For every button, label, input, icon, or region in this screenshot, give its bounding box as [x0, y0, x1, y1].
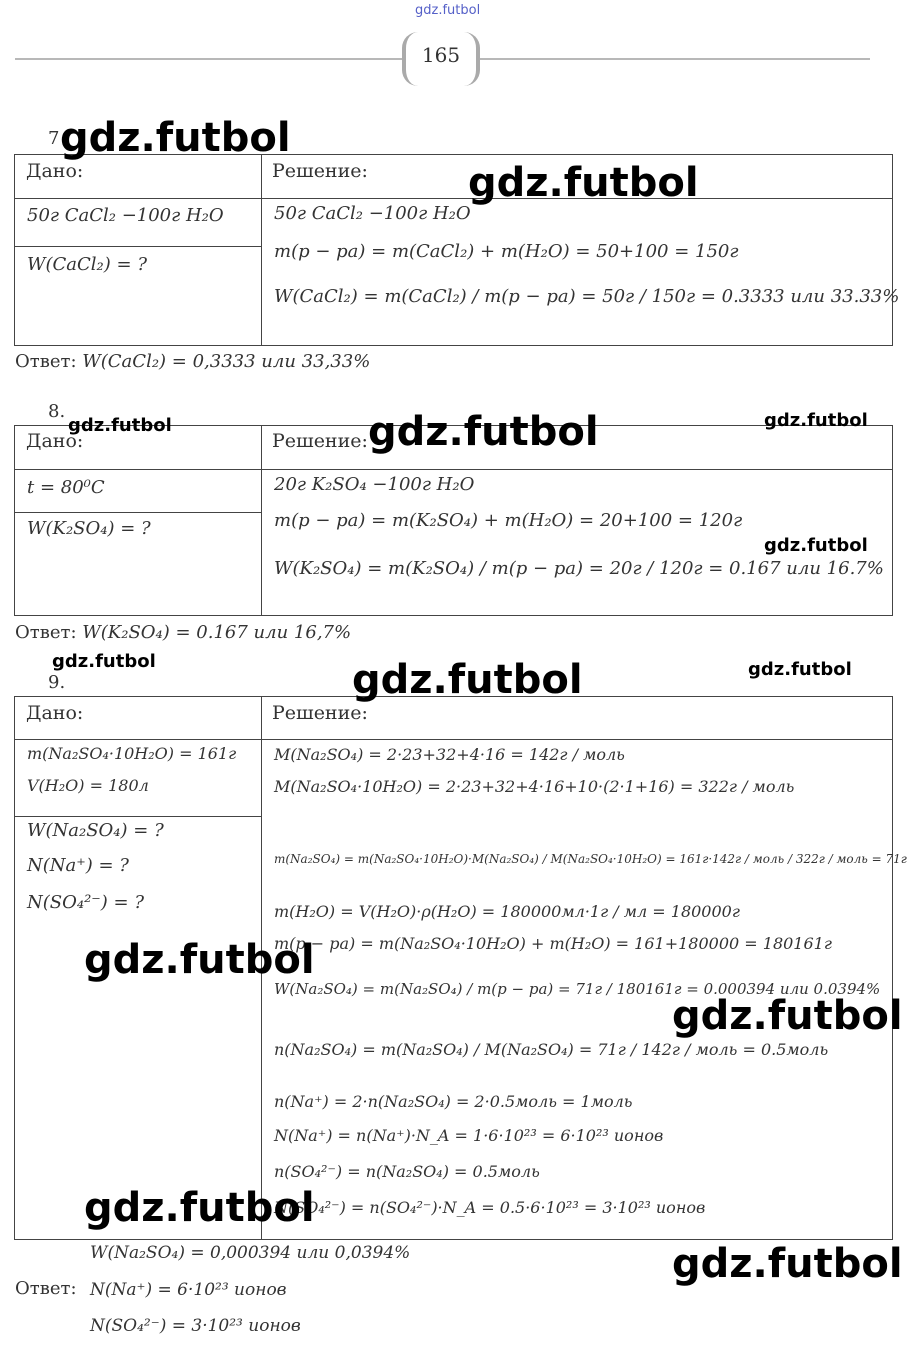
solution-line: N(Na⁺) = n(Na⁺)·N_A = 1·6·10²³ = 6·10²³ ионов: [274, 1126, 664, 1145]
given-header: Дано:: [26, 702, 84, 724]
solution-line: m(p − pa) = m(CaCl₂) + m(H₂O) = 50+100 = 150г: [274, 241, 739, 262]
given-line: t = 80⁰C: [27, 477, 105, 498]
answer-value: W(Na₂SO₄) = 0,000394 или 0,0394%: [90, 1243, 411, 1263]
watermark: gdz.futbol: [764, 535, 868, 556]
watermark: gdz.futbol: [672, 1241, 903, 1287]
given-line: W(K₂SO₄) = ?: [27, 518, 151, 539]
solution-line: M(Na₂SO₄·10H₂O) = 2·23+32+4·16+10·(2·1+16) = 322г / моль: [274, 777, 795, 796]
watermark: gdz.futbol: [84, 937, 315, 983]
given-line: 50г CaCl₂ −100г H₂O: [27, 205, 224, 226]
watermark: gdz.futbol: [368, 409, 599, 455]
answer-value: W(CaCl₂) = 0,3333 или 33,33%: [82, 351, 371, 372]
solution-line: 50г CaCl₂ −100г H₂O: [274, 203, 471, 224]
solution-line: W(CaCl₂) = m(CaCl₂) / m(p − pa) = 50г / 150г = 0.3333 или 33.33%: [274, 286, 900, 307]
watermark: gdz.futbol: [352, 657, 583, 703]
problem-8-number: 8.: [48, 401, 66, 422]
solution-header: Решение:: [272, 702, 368, 724]
solution-header: Решение:: [272, 430, 368, 452]
solution-line: W(Na₂SO₄) = m(Na₂SO₄) / m(p − pa) = 71г / 180161г = 0.000394 или 0.0394%: [274, 980, 881, 998]
given-line: N(Na⁺) = ?: [27, 855, 129, 876]
solution-line: m(p − pa) = m(Na₂SO₄·10H₂O) + m(H₂O) = 161+180000 = 180161г: [274, 934, 832, 953]
watermark: gdz.futbol: [68, 415, 172, 436]
solution-line: 20г K₂SO₄ −100г H₂O: [274, 474, 475, 495]
solution-line: n(Na⁺) = 2·n(Na₂SO₄) = 2·0.5моль = 1моль: [274, 1092, 633, 1111]
solution-line: m(H₂O) = V(H₂O)·ρ(H₂O) = 180000мл·1г / мл = 180000г: [274, 902, 740, 921]
problem-7-number: 7: [48, 128, 60, 149]
given-line: V(H₂O) = 180л: [27, 776, 149, 795]
given-line: W(Na₂SO₄) = ?: [27, 820, 164, 841]
solution-line: M(Na₂SO₄) = 2·23+32+4·16 = 142г / моль: [274, 745, 625, 764]
watermark: gdz.futbol: [468, 160, 699, 206]
given-line: m(Na₂SO₄·10H₂O) = 161г: [27, 744, 237, 763]
answer-label: Ответ:: [15, 622, 77, 643]
watermark: gdz.futbol: [672, 993, 903, 1039]
solution-line: N(SO₄²⁻) = n(SO₄²⁻)·N_A = 0.5·6·10²³ = 3·10²³ ионов: [274, 1198, 706, 1217]
solution-header: Решение:: [272, 160, 368, 182]
solution-line: n(Na₂SO₄) = m(Na₂SO₄) / M(Na₂SO₄) = 71г / 142г / моль = 0.5моль: [274, 1040, 829, 1059]
given-header: Дано:: [26, 160, 84, 182]
solution-line: n(SO₄²⁻) = n(Na₂SO₄) = 0.5моль: [274, 1162, 540, 1181]
given-header: Дано:: [26, 430, 84, 452]
watermark: gdz.futbol: [60, 115, 291, 161]
watermark: gdz.futbol: [52, 651, 156, 672]
given-line: W(CaCl₂) = ?: [27, 254, 147, 275]
answer-label: Ответ:: [15, 1278, 77, 1299]
header-site: gdz.futbol: [415, 3, 481, 18]
page-number: 165: [402, 32, 480, 86]
problem-9-number: 9.: [48, 672, 66, 693]
answer-value: N(SO₄²⁻) = 3·10²³ ионов: [90, 1316, 301, 1336]
answer-label: Ответ:: [15, 351, 77, 372]
solution-line: m(p − pa) = m(K₂SO₄) + m(H₂O) = 20+100 = 120г: [274, 510, 743, 531]
solution-line: m(Na₂SO₄) = m(Na₂SO₄·10H₂O)·M(Na₂SO₄) / M(Na₂SO₄·10H₂O) = 161г·142г / моль / 322г / моль = 71г: [274, 852, 907, 866]
watermark: gdz.futbol: [748, 659, 852, 680]
solution-line: W(K₂SO₄) = m(K₂SO₄) / m(p − pa) = 20г / 120г = 0.167 или 16.7%: [274, 558, 884, 579]
answer-value: W(K₂SO₄) = 0.167 или 16,7%: [82, 622, 352, 643]
answer-value: N(Na⁺) = 6·10²³ ионов: [90, 1280, 287, 1300]
watermark: gdz.futbol: [764, 410, 868, 431]
given-line: N(SO₄²⁻) = ?: [27, 892, 144, 913]
watermark: gdz.futbol: [84, 1185, 315, 1231]
